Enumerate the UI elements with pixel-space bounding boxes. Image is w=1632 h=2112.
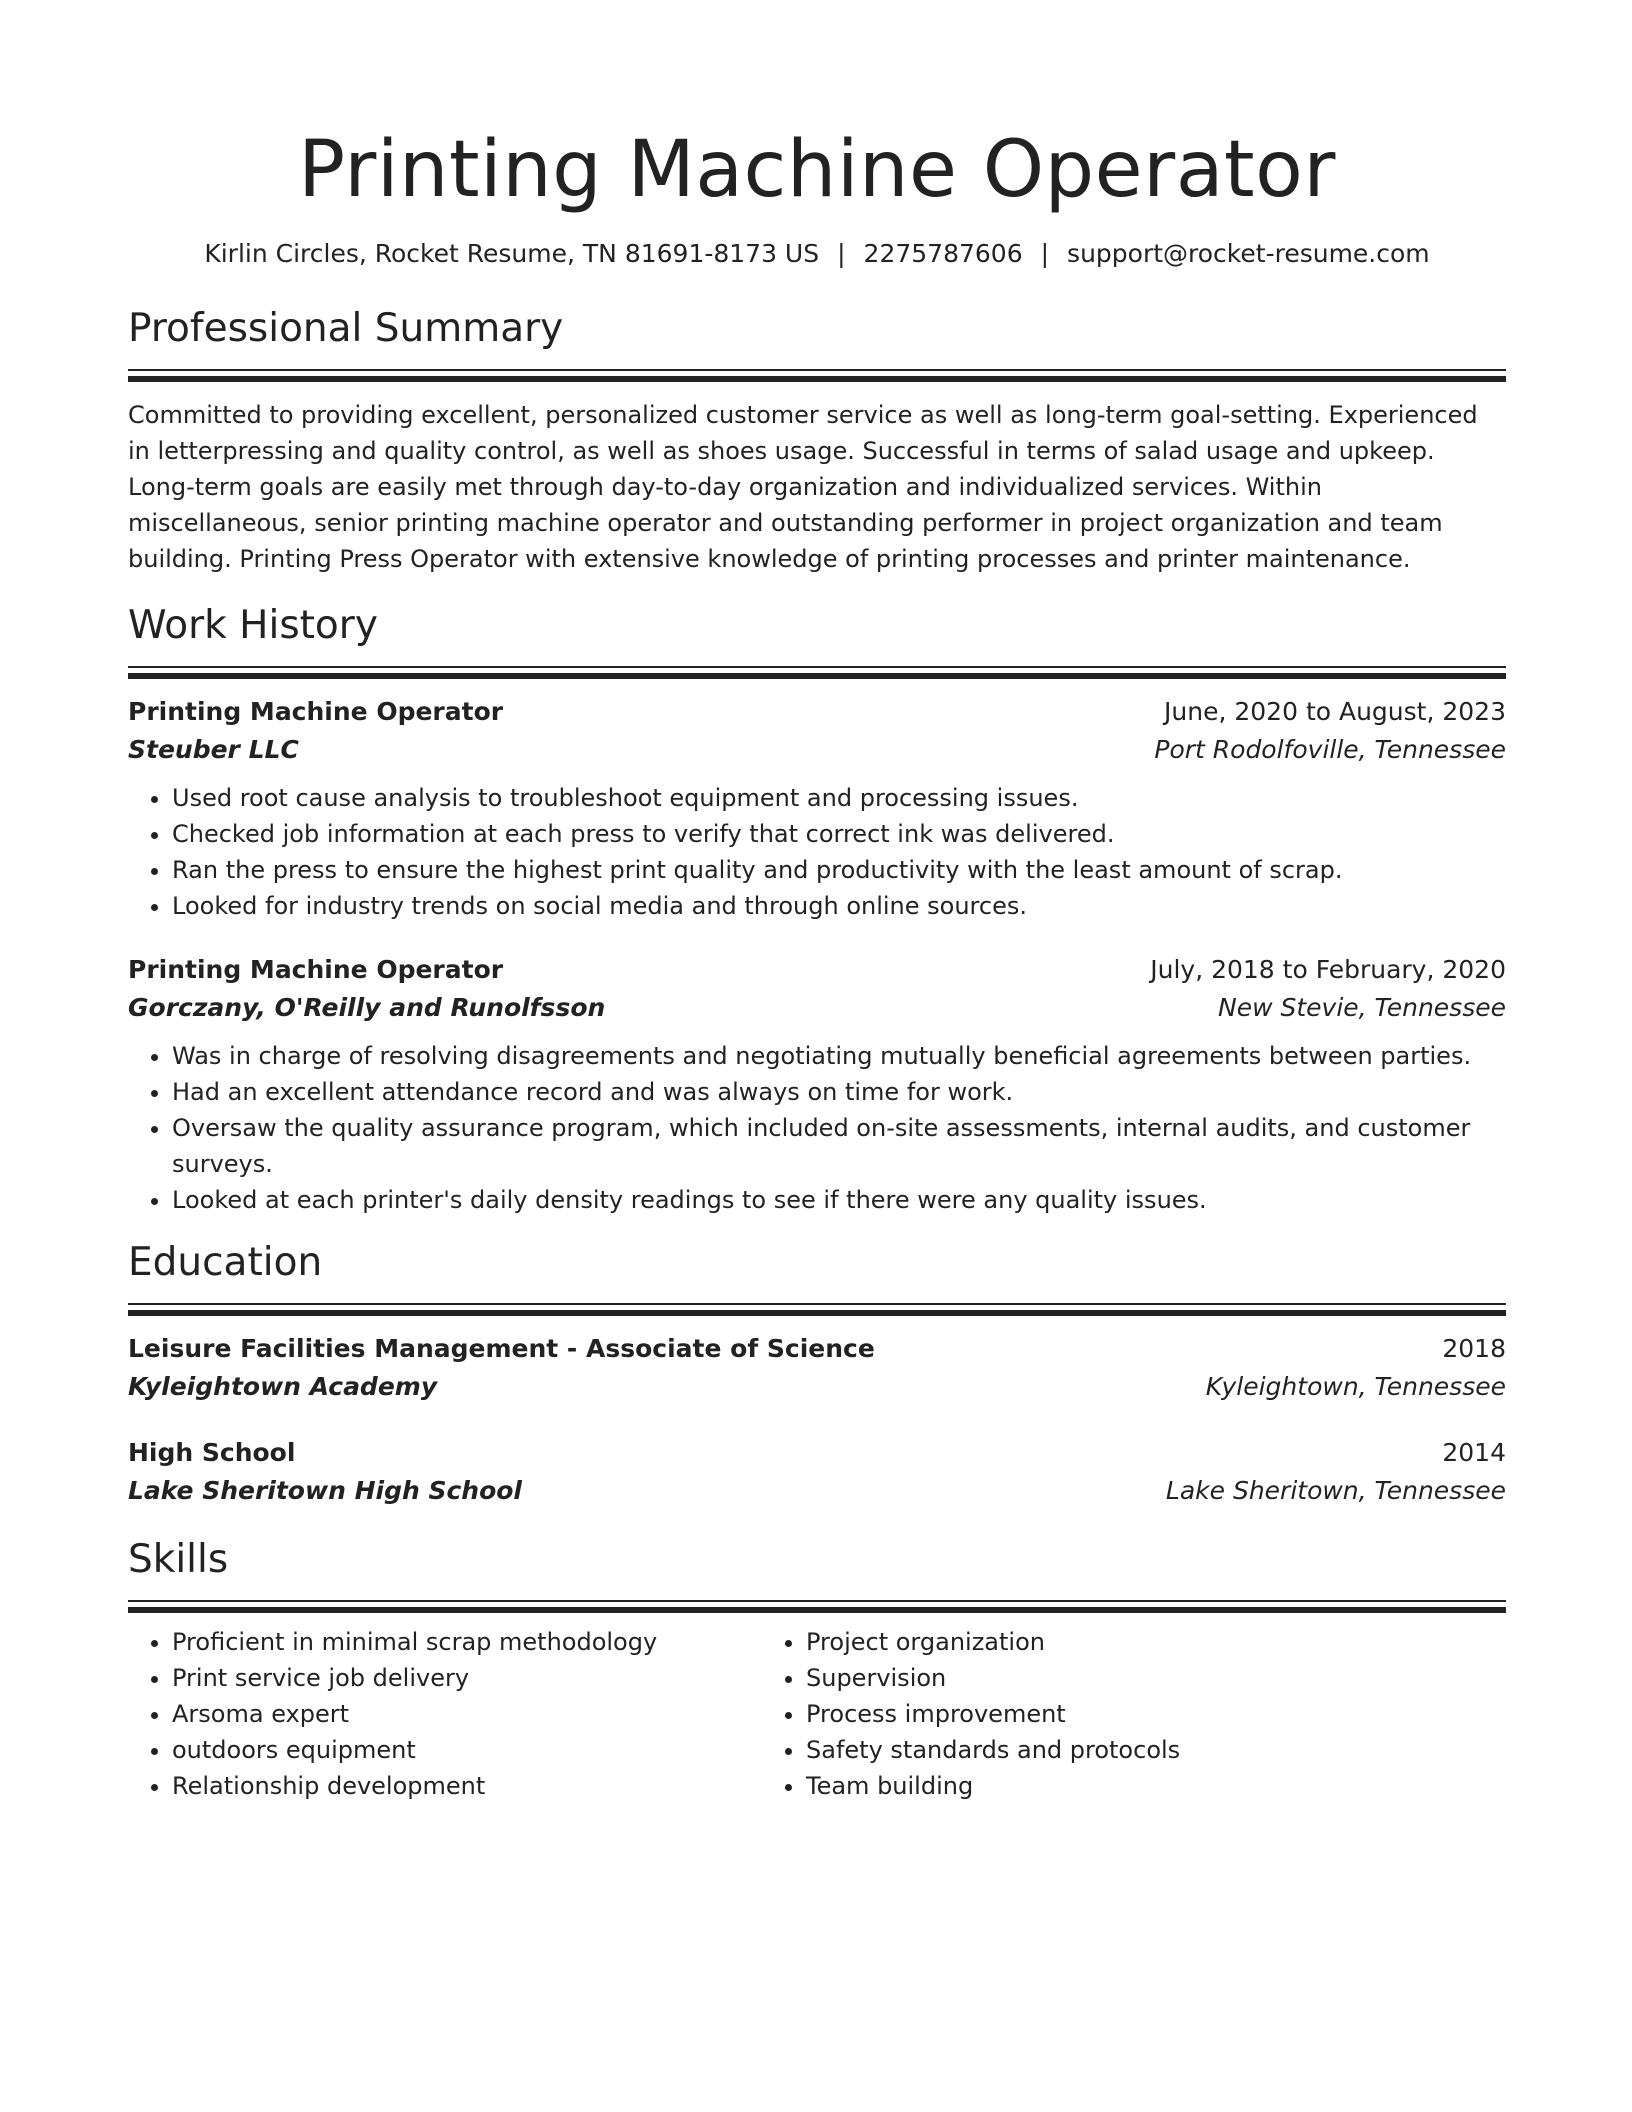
work-section	[128, 603, 1506, 1218]
list-item: • Used root cause analysis to troubleshoot equipment and processing issues.	[172, 780, 1506, 816]
job-header-row	[128, 694, 1506, 730]
section-title-work: Work History	[128, 603, 378, 648]
contact-address: Kirlin Circles, Rocket Resume, TN 81691-8173 US	[204, 239, 820, 268]
list-item: • Oversaw the quality assurance program, which included on-site assessments, internal audits, and customer surveys.	[172, 1110, 1506, 1182]
job-entry	[128, 952, 1506, 1218]
job-dates: June, 2020 to August, 2023	[1164, 697, 1506, 726]
list-item: • Arsoma expert	[172, 1696, 762, 1732]
education-location: Lake Sheritown, Tennessee	[1165, 1476, 1506, 1505]
list-item: • Proficient in minimal scrap methodology	[172, 1624, 762, 1660]
section-rule	[128, 369, 1506, 383]
job-location: New Stevie, Tennessee	[1218, 993, 1506, 1022]
section-title-education: Education	[128, 1240, 323, 1285]
section-title-skills: Skills	[128, 1537, 229, 1582]
education-header-row	[128, 1331, 1506, 1367]
list-item: • Process improvement	[806, 1696, 1396, 1732]
education-school-row	[128, 1367, 1506, 1407]
job-title: Printing Machine Operator	[128, 697, 504, 726]
section-rule	[128, 1600, 1506, 1614]
job-header-row	[128, 952, 1506, 988]
job-dates: July, 2018 to February, 2020	[1150, 955, 1506, 984]
job-bullets	[128, 1038, 1506, 1218]
contact-email: support@rocket-resume.com	[1067, 239, 1430, 268]
summary-text: Committed to providing excellent, personalized customer service as well as long-term goal-setting. Experienced in letterpressing and quality control, as well as shoes usage. Successful in terms of salad usage and upkeep. Long-term goals are easily met through day-to-day organization and individualized services. Within miscellaneous, senior printing machine operator and outstanding performer in project organization and team building. Printing Press Operator with extensive knowledge of printing processes and printer maintenance.	[128, 401, 1478, 573]
list-item: • Safety standards and protocols	[806, 1732, 1396, 1768]
job-bullets	[128, 780, 1506, 924]
list-item: • Project organization	[806, 1624, 1396, 1660]
education-section	[128, 1240, 1506, 1511]
contact-separator: |	[837, 239, 846, 268]
contact-separator: |	[1040, 239, 1050, 268]
contact-line	[128, 238, 1506, 270]
skills-section	[128, 1537, 1506, 1804]
job-location: Port Rodolfoville, Tennessee	[1154, 735, 1506, 764]
list-item: • Ran the press to ensure the highest print quality and productivity with the least amount of scrap.	[172, 852, 1506, 888]
list-item: • Checked job information at each press to verify that correct ink was delivered.	[172, 816, 1506, 852]
list-item: • Supervision	[806, 1660, 1396, 1696]
section-title-summary: Professional Summary	[128, 306, 564, 351]
education-year: 2014	[1442, 1438, 1506, 1467]
skills-columns	[128, 1624, 1506, 1804]
list-item: • Was in charge of resolving disagreements and negotiating mutually beneficial agreements between parties.	[172, 1038, 1506, 1074]
education-school: Lake Sheritown High School	[128, 1476, 523, 1505]
education-location: Kyleightown, Tennessee	[1205, 1372, 1506, 1401]
job-company: Steuber LLC	[128, 735, 299, 764]
contact-phone: 2275787606	[863, 239, 1023, 268]
education-school-row	[128, 1471, 1506, 1511]
list-item: • Relationship development	[172, 1768, 762, 1804]
education-header-row	[128, 1435, 1506, 1471]
resume-page	[128, 0, 1506, 1804]
list-item: • Looked at each printer's daily density readings to see if there were any quality issues.	[172, 1182, 1506, 1218]
education-year: 2018	[1442, 1334, 1506, 1363]
job-title: Printing Machine Operator	[128, 955, 504, 984]
section-rule	[128, 1303, 1506, 1317]
list-item: • Team building	[806, 1768, 1396, 1804]
education-degree: High School	[128, 1438, 296, 1467]
education-school: Kyleightown Academy	[128, 1372, 438, 1401]
skills-list-left	[128, 1624, 762, 1804]
resume-name: Printing Machine Operator	[298, 125, 1336, 215]
list-item: • Print service job delivery	[172, 1660, 762, 1696]
section-rule	[128, 666, 1506, 680]
job-company-row	[128, 988, 1506, 1028]
list-item: • Looked for industry trends on social media and through online sources.	[172, 888, 1506, 924]
education-entry	[128, 1435, 1506, 1511]
list-item: • Had an excellent attendance record and was always on time for work.	[172, 1074, 1506, 1110]
job-company-row	[128, 730, 1506, 770]
education-entry	[128, 1331, 1506, 1407]
list-item: • outdoors equipment	[172, 1732, 762, 1768]
job-company: Gorczany, O'Reilly and Runolfsson	[128, 993, 606, 1022]
education-degree: Leisure Facilities Management - Associate of Science	[128, 1334, 875, 1363]
skills-list-right	[762, 1624, 1396, 1804]
job-entry	[128, 694, 1506, 924]
summary-section	[128, 306, 1506, 577]
